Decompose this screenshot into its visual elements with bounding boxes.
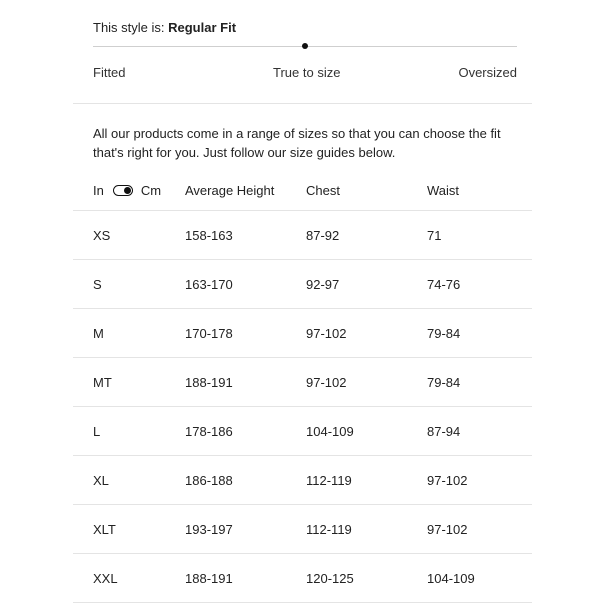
chest-cell: 92-97 <box>306 277 340 292</box>
section-divider <box>73 103 532 104</box>
table-row <box>73 210 532 259</box>
size-cell: XS <box>93 228 111 243</box>
size-cell: S <box>93 277 102 292</box>
height-cell: 170-178 <box>185 326 233 341</box>
fit-style-value: Regular Fit <box>168 20 237 35</box>
height-cell: 178-186 <box>185 424 233 439</box>
table-row <box>73 406 532 455</box>
height-cell: 188-191 <box>185 571 233 586</box>
chest-cell: 120-125 <box>306 571 354 586</box>
size-cell: XL <box>93 473 109 488</box>
size-guide-intro: All our products come in a range of sizes so that you can choose the fit that's right for you. Just follow our size guides below. <box>93 126 501 160</box>
chest-cell: 87-92 <box>306 228 340 243</box>
chest-cell: 104-109 <box>306 424 354 439</box>
table-row <box>73 259 532 308</box>
waist-cell: 79-84 <box>427 326 461 341</box>
unit-inch-label[interactable]: In <box>93 183 104 198</box>
fit-scale-marker <box>302 43 308 49</box>
table-row <box>73 504 532 553</box>
waist-cell: 104-109 <box>427 571 475 586</box>
unit-cm-label[interactable]: Cm <box>140 183 162 198</box>
table-row <box>73 553 532 602</box>
chest-cell: 97-102 <box>306 375 347 390</box>
unit-toggle[interactable] <box>93 183 161 198</box>
waist-cell: 97-102 <box>427 522 468 537</box>
table-row <box>73 308 532 357</box>
header-chest: Chest <box>306 183 340 198</box>
fit-label-fitted: Fitted <box>93 65 126 80</box>
waist-cell: 74-76 <box>427 277 461 292</box>
height-cell: 158-163 <box>185 228 233 243</box>
height-cell: 163-170 <box>185 277 233 292</box>
height-cell: 186-188 <box>185 473 233 488</box>
fit-style-line <box>93 20 236 35</box>
header-waist: Waist <box>427 183 460 198</box>
size-cell: M <box>93 326 104 341</box>
chest-cell: 112-119 <box>306 473 352 488</box>
fit-style-prefix: This style is: <box>93 20 169 35</box>
size-table-header <box>73 180 532 202</box>
fit-label-oversized: Oversized <box>458 65 517 80</box>
size-cell: L <box>93 424 101 439</box>
chest-cell: 97-102 <box>306 326 347 341</box>
table-row <box>73 455 532 504</box>
table-row <box>73 357 532 406</box>
waist-cell: 97-102 <box>427 473 468 488</box>
waist-cell: 71 <box>427 228 442 243</box>
table-bottom-border <box>73 602 532 603</box>
height-cell: 193-197 <box>185 522 233 537</box>
waist-cell: 79-84 <box>427 375 461 390</box>
header-average-height: Average Height <box>185 183 275 198</box>
size-table-body <box>73 210 532 603</box>
height-cell: 188-191 <box>185 375 233 390</box>
unit-toggle-switch[interactable] <box>113 185 133 196</box>
fit-label-true-to-size: True to size <box>273 65 341 80</box>
chest-cell: 112-119 <box>306 522 352 537</box>
unit-toggle-knob <box>124 187 131 194</box>
size-cell: MT <box>93 375 112 390</box>
size-cell: XXL <box>93 571 118 586</box>
waist-cell: 87-94 <box>427 424 461 439</box>
size-cell: XLT <box>93 522 116 537</box>
size-guide-panel <box>73 0 532 606</box>
